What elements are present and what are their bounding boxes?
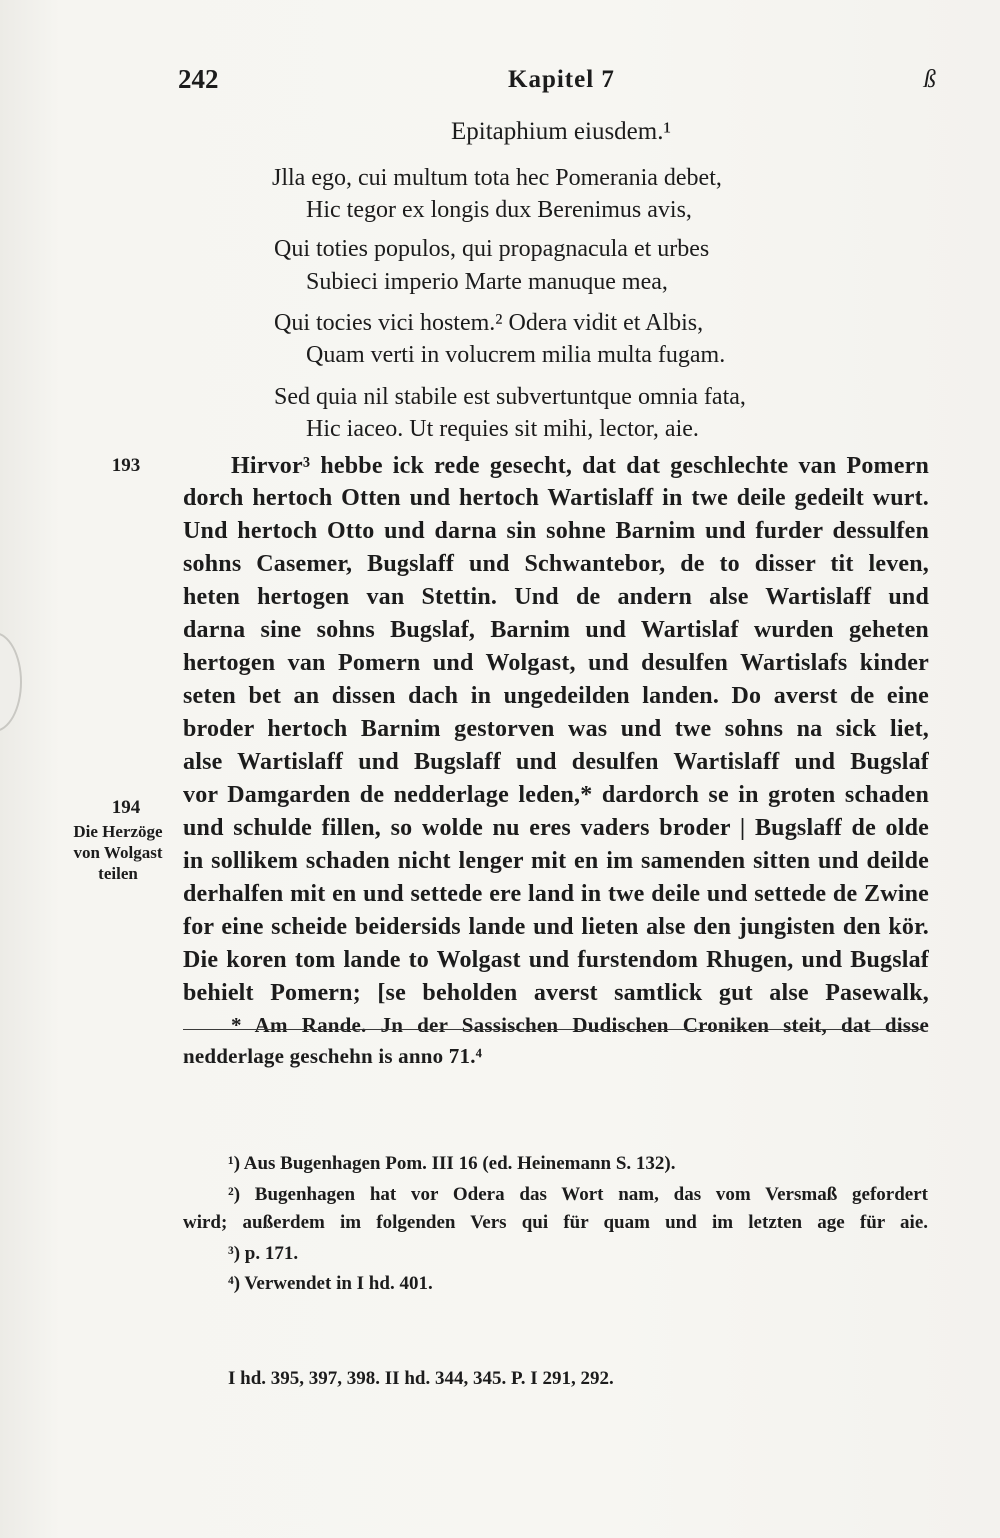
rand-note-line: * Am Rande. Jn der Sassischen Dudischen Croniken steit, dat disse xyxy=(231,1013,929,1037)
rand-note-line: nedderlage geschehn is anno 71.⁴ xyxy=(183,1044,483,1068)
verse-line: Jlla ego, cui multum tota hec Pomerania debet, xyxy=(272,165,722,191)
margin-note-line: teilen xyxy=(98,864,138,883)
chapter-title: Kapitel 7 xyxy=(508,66,615,93)
body-line: alse Wartislaff und Bugslaff und desulfen Wartislaff und Bugslaf xyxy=(183,749,929,775)
body-line: seten bet an dissen dach in ungedeilden landen. Do averst de eine xyxy=(183,683,929,709)
footnote-2: ²) Bugenhagen hat vor Odera das Wort nam, das vom Versmaß gefordert xyxy=(228,1184,928,1205)
body-line: dorch hertoch Otten und hertoch Wartislaff in twe deile gedeilt wurt. xyxy=(183,485,929,511)
source-references: I hd. 395, 397, 398. II hd. 344, 345. P. I 291, 292. xyxy=(228,1368,614,1389)
body-line: heten hertogen van Stettin. Und de andern alse Wartislaff und xyxy=(183,584,929,610)
body-line: for eine scheide beidersids lande und lieten alse den jungisten den kör. xyxy=(183,914,929,940)
verse-line: Hic tegor ex longis dux Berenimus avis, xyxy=(306,197,692,223)
footnote-divider xyxy=(183,1029,923,1030)
body-line: vor Damgarden de nedderlage leden,* dardorch se in groten schaden xyxy=(183,782,929,808)
margin-note xyxy=(58,821,178,884)
corner-mark: ß xyxy=(923,66,936,93)
verse-line: Hic iaceo. Ut requies sit mihi, lector, aie. xyxy=(306,416,699,442)
body-line: Hirvor³ hebbe ick rede gesecht, dat dat geschlechte van Pomern xyxy=(231,453,929,479)
body-line: behielt Pomern; [se beholden averst samtlick gut alse Pasewalk, xyxy=(183,980,929,1006)
body-line: Und hertoch Otto und darna sin sohne Barnim und furder dessulfen xyxy=(183,518,929,544)
page-number: 242 xyxy=(178,64,219,94)
verse-line: Qui toties populos, qui propagnacula et urbes xyxy=(274,236,710,262)
body-line: broder hertoch Barnim gestorven was und twe sohns na sick liet, xyxy=(183,716,929,742)
body-line: hertogen van Pomern und Wolgast, und desulfen Wartislafs kinder xyxy=(183,650,929,676)
footnote-2-cont: wird; außerdem im folgenden Vers qui für quam und im letzten age für aie. xyxy=(183,1212,928,1233)
margin-note-line: Die Herzöge xyxy=(73,822,163,841)
body-line: Die koren tom lande to Wolgast und furstendom Rhugen, und Bugslaf xyxy=(183,947,929,973)
footnote-1: ¹) Aus Bugenhagen Pom. III 16 (ed. Heinemann S. 132). xyxy=(228,1153,676,1174)
verse-line: Qui tocies vici hostem.² Odera vidit et Albis, xyxy=(274,310,704,336)
verse-line: Quam verti in volucrem milia multa fugam. xyxy=(306,342,726,368)
body-line: sohns Casemer, Bugslaff und Schwantebor, de to disser tit leven, xyxy=(183,551,929,577)
margin-number-194: 194 xyxy=(111,797,141,818)
verse-line: Subieci imperio Marte manuque mea, xyxy=(306,269,668,295)
margin-note-line: von Wolgast xyxy=(73,843,163,862)
body-line: in sollikem schaden nicht lenger mit en im samenden sitten und deilde xyxy=(183,848,929,874)
epitaph-title: Epitaphium eiusdem.¹ xyxy=(451,118,671,145)
body-line: derhalfen mit en und settede ere land in twe deile und settede de Zwine xyxy=(183,881,929,907)
body-line: und schulde fillen, so wolde nu eres vaders broder | Bugslaff de olde xyxy=(183,815,929,841)
footnote-4: ⁴) Verwendet in I hd. 401. xyxy=(228,1273,433,1294)
footnote-3: ³) p. 171. xyxy=(228,1243,299,1264)
margin-number-193: 193 xyxy=(111,455,141,476)
verse-line: Sed quia nil stabile est subvertuntque omnia fata, xyxy=(274,384,746,410)
binding-hole xyxy=(0,632,22,732)
body-line: darna sine sohns Bugslaf, Barnim und Wartislaf wurden geheten xyxy=(183,617,929,643)
running-head xyxy=(178,64,938,100)
